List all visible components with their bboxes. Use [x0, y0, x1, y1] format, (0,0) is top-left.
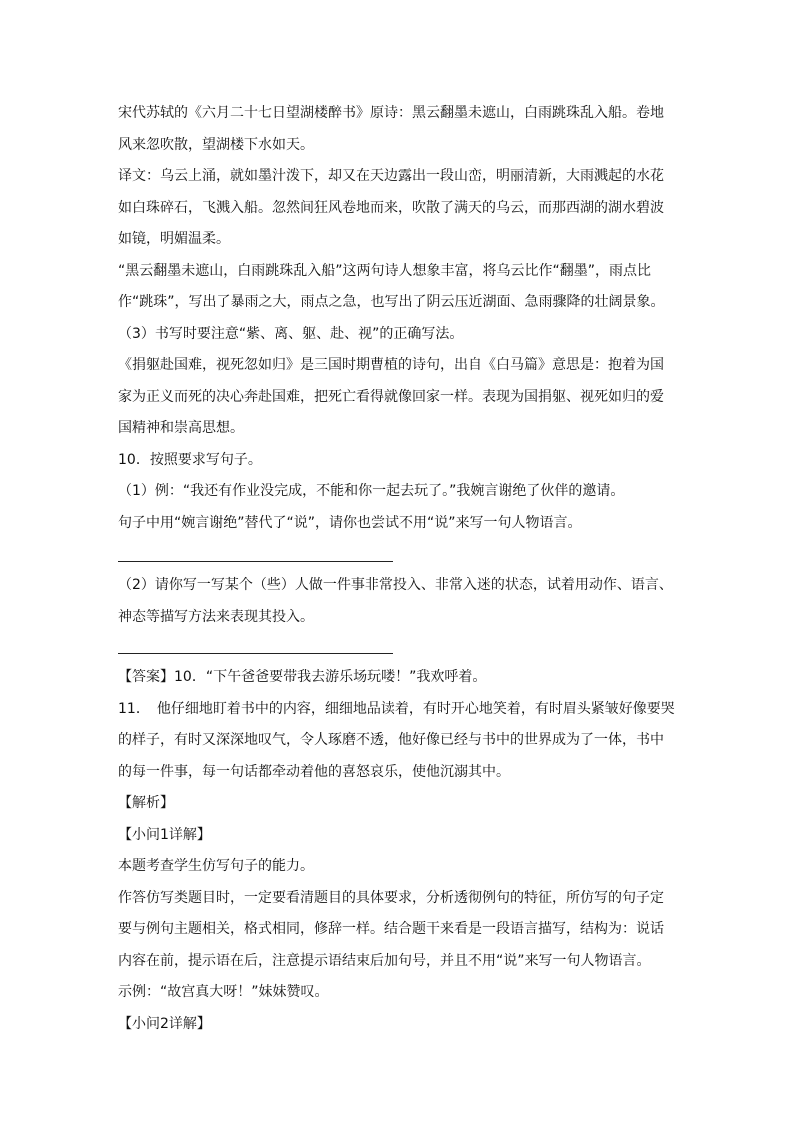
text-line: 《捐躯赴国难，视死忽如归》是三国时期曹植的诗句，出自《白马篇》意思是：抱着为国 [118, 357, 664, 373]
text-line: 作答仿写类题目时，一定要看清题目的具体要求，分析透彻例句的特征，所仿写的句子定 [118, 889, 664, 906]
text-line: （2）请你写一写某个（些）人做一件事非常投入、非常入迷的状态，试着用动作、语言、 [118, 577, 673, 593]
answer-heading: 【答案】10．“下午爸爸要带我去游乐场玩喽！”我欢呼着。 [118, 669, 487, 685]
text-line: 本题考查学生仿写句子的能力。 [118, 858, 314, 874]
text-line: 示例：“故宫真大呀！”妹妹赞叹。 [118, 984, 329, 1000]
answer-blank-line [118, 653, 393, 654]
question-heading: 10．按照要求写句子。 [118, 451, 262, 468]
text-line: 家为正义而死的决心奔赴国难，把死亡看得就像回家一样。表现为国捐躯、视死如归的爱 [118, 388, 664, 405]
analysis-heading: 【解析】 [118, 795, 174, 811]
subquestion-heading: 【小问2详解】 [118, 1015, 211, 1032]
text-line: 宋代苏轼的《六月二十七日望湖楼醉书》原诗：黑云翻墨未遮山，白雨跳珠乱入船。卷地 [118, 105, 664, 121]
answer-blank-line [118, 561, 393, 562]
text-line: 的每一件事，每一句话都牵动着他的喜怒哀乐，使他沉溺其中。 [118, 763, 510, 780]
text-line: 句子中用“婉言谢绝”替代了“说”，请你也尝试不用“说”来写一句人物语言。 [118, 514, 582, 531]
document-page [118, 98, 678, 1040]
text-line: 要与例句主题相关，格式相同，修辞一样。结合题干来看是一段语言描写，结构为：说话 [118, 921, 664, 937]
text-line: （1）例：“我还有作业没完成，不能和你一起去玩了。”我婉言谢绝了伙伴的邀请。 [118, 483, 625, 499]
text-line: 作“跳珠”，写出了暴雨之大，雨点之急，也写出了阴云压近湖面、急雨骤降的壮阔景象。 [118, 294, 665, 310]
text-line: 11． 他仔细地盯着书中的内容，细细地品读着，有时开心地笑着，有时眉头紧皱好像要哭 [118, 700, 675, 717]
text-line: 译文：乌云上涌，就如墨汁泼下，却又在天边露出一段山峦，明丽清新，大雨溅起的水花 [118, 168, 664, 184]
subquestion-heading: 【小问1详解】 [118, 826, 211, 843]
text-line: 神态等描写方法来表现其投入。 [118, 608, 314, 625]
text-line: 内容在前，提示语在后，注意提示语结束后加句号，并且不用“说”来写一句人物语言。 [118, 952, 651, 969]
text-line: 国精神和崇高思想。 [118, 420, 244, 436]
text-line: “黑云翻墨未遮山，白雨跳珠乱入船”这两句诗人想象丰富，将乌云比作“翻墨”，雨点比 [118, 262, 652, 279]
text-line: 风来忽吹散，望湖楼下水如天。 [118, 136, 314, 153]
text-line: （3）书写时要注意“紫、离、躯、赴、视”的正确写法。 [118, 325, 464, 342]
text-line: 如白珠碎石，飞溅入船。忽然间狂风卷地而来，吹散了满天的乌云，而那西湖的湖水碧波 [118, 199, 664, 216]
text-line: 如镜，明媚温柔。 [118, 231, 230, 247]
text-line: 的样子，有时又深深地叹气，令人琢磨不透，他好像已经与书中的世界成为了一体，书中 [118, 732, 664, 748]
